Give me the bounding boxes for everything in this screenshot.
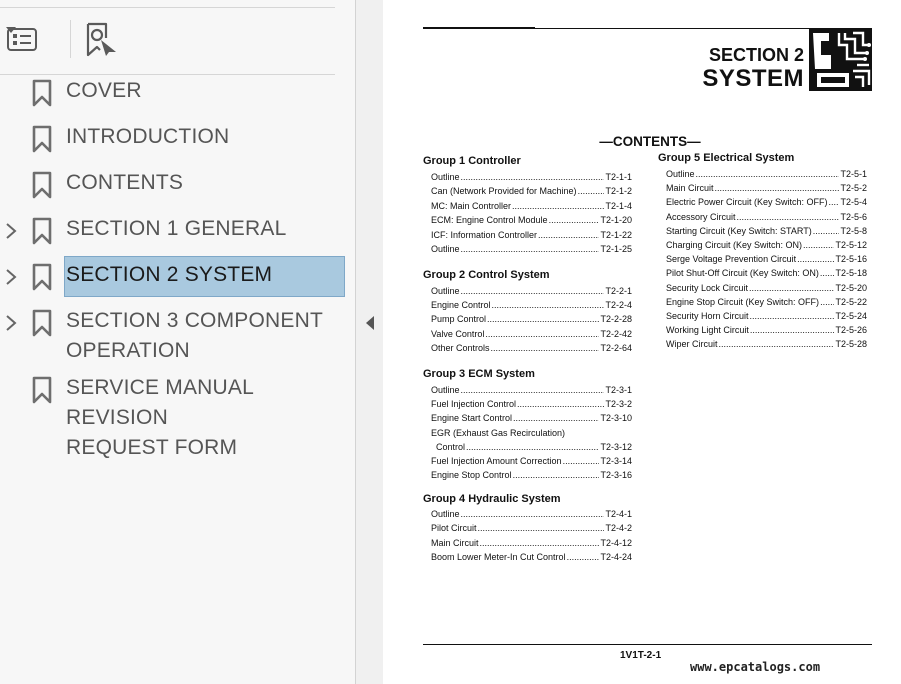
- toc-entry-title: MC: Main Controller: [431, 200, 512, 211]
- options-menu-button[interactable]: [6, 24, 58, 56]
- toc-entry-page: T2-3-10: [600, 413, 632, 424]
- toc-entry-page: T2-5-20: [835, 282, 867, 293]
- toc-entry-title: Engine Control: [431, 300, 491, 311]
- toc-entry-title: Wiper Circuit: [666, 339, 718, 350]
- toc-entry-title: Security Horn Circuit: [666, 311, 749, 321]
- toc-entry-page: T2-3-16: [600, 470, 632, 481]
- bookmark-label: SERVICE MANUAL REVISION REQUEST FORM: [66, 376, 254, 459]
- toc-leader-dots: [737, 211, 840, 223]
- toc-entry: [666, 296, 867, 308]
- toc-entry-page: T2-5-24: [835, 311, 867, 321]
- toc-entry: [431, 508, 632, 520]
- toc-entry: [431, 384, 632, 396]
- section-title: SYSTEM: [702, 65, 804, 92]
- toc-entry-page: T2-5-6: [840, 211, 867, 222]
- toc-leader-dots: [461, 285, 605, 297]
- toc-entry-title: Pilot Shut-Off Circuit (Key Switch: ON): [666, 268, 819, 279]
- bookmarks-toolbar: [0, 0, 355, 75]
- toc-entry-title: Engine Start Control: [431, 413, 513, 424]
- toc-entry-title: Outline: [431, 385, 460, 395]
- toc-entry-title: Electric Power Circuit (Key Switch: OFF): [666, 197, 828, 208]
- toc-leader-dots: [517, 398, 604, 410]
- toc-leader-dots: [696, 168, 840, 180]
- toc-entry-title: Other Controls: [431, 342, 490, 353]
- toc-leader-dots: [538, 229, 599, 241]
- toc-entry: [431, 328, 632, 340]
- toc-leader-dots: [466, 441, 599, 453]
- toc-leader-dots: [461, 243, 600, 255]
- toc-leader-dots: [461, 508, 605, 520]
- toc-entry-title: Main Circuit: [431, 537, 479, 548]
- toc-entry-title: Outline: [666, 169, 695, 179]
- toc-entry-page: T2-3-1: [605, 385, 632, 395]
- toc-entry: [666, 182, 867, 194]
- toc-entry: [431, 551, 632, 563]
- page-number: 1V1T-2-1: [620, 650, 662, 661]
- toc-entry-page: T2-1-25: [600, 244, 632, 254]
- toc-entry-page: T2-2-4: [605, 300, 632, 311]
- toc-entry-page: T2-1-22: [600, 229, 632, 240]
- bookmark-icon: [32, 376, 52, 404]
- toc-entry: [431, 537, 632, 549]
- toc-entry-page: T2-5-4: [840, 197, 867, 208]
- toc-entry: [431, 200, 632, 212]
- toc-leader-dots: [715, 182, 840, 194]
- toc-entry-page: T2-5-16: [835, 254, 867, 265]
- toc-leader-dots: [512, 200, 604, 212]
- toc-entry: [431, 185, 632, 197]
- chevron-right-icon[interactable]: [4, 268, 18, 286]
- toc-entry-title: Pilot Circuit: [431, 523, 477, 534]
- toc-entry-title: Engine Stop Circuit (Key Switch: OFF): [666, 296, 820, 307]
- bookmark-label: INTRODUCTION: [66, 125, 230, 148]
- bookmarks-panel: [0, 0, 355, 684]
- toc-leader-dots: [487, 313, 599, 325]
- toc-entry-title: Control: [436, 441, 466, 452]
- footer-rule: [423, 644, 872, 645]
- toc-entry-title: Engine Stop Control: [431, 470, 512, 481]
- toc-entry-page: T2-3-2: [605, 399, 632, 410]
- toc-entry-page: T2-4-2: [605, 523, 632, 534]
- toc-group-title: Group 4 Hydraulic System: [423, 493, 561, 505]
- toc-entry-title: Valve Control: [431, 328, 485, 339]
- toc-leader-dots: [492, 299, 605, 311]
- toc-entry-page: T2-2-1: [605, 286, 632, 296]
- toc-entry-page: T2-4-1: [605, 509, 632, 519]
- contents-heading: —CONTENTS—: [599, 134, 701, 149]
- toc-entry-title: Boom Lower Meter-In Cut Control: [431, 552, 566, 563]
- toc-leader-dots: [803, 239, 834, 251]
- toc-entry: [431, 243, 632, 255]
- toc-entry-page: T2-4-12: [600, 537, 632, 548]
- chevron-right-icon[interactable]: [4, 314, 18, 332]
- toc-leader-dots: [750, 324, 835, 336]
- toc-leader-dots: [578, 185, 605, 197]
- toc-entry-page: T2-3-14: [600, 456, 632, 466]
- toc-leader-dots: [513, 412, 599, 424]
- toc-entry: [431, 285, 632, 297]
- toc-entry-page: T2-5-18: [835, 268, 867, 279]
- toc-entry: [431, 522, 632, 534]
- bookmark-icon: [32, 79, 52, 107]
- toc-entry-page: T2-5-8: [840, 225, 867, 236]
- toc-entry: [666, 267, 867, 279]
- toc-entry-page: T2-1-20: [600, 215, 632, 226]
- toc-leader-dots: [491, 342, 600, 354]
- toc-entry: [431, 398, 632, 410]
- toc-group-title: Group 2 Control System: [423, 269, 550, 281]
- toolbar-vertical-divider: [70, 20, 71, 58]
- panel-collapse-strip: [356, 0, 383, 684]
- toc-entry-title: Main Circuit: [666, 183, 714, 194]
- toc-entry: [431, 214, 632, 226]
- toc-entry: [666, 196, 867, 208]
- toc-leader-dots: [513, 469, 600, 481]
- toc-entry: [431, 313, 632, 325]
- toc-entry-title: Security Lock Circuit: [666, 282, 749, 293]
- bookmark-icon: [32, 263, 52, 291]
- toc-entry-page: T2-5-1: [840, 169, 867, 179]
- bookmark-label: COVER: [66, 79, 142, 102]
- bookmark-label: SECTION 1 GENERAL: [66, 217, 287, 240]
- toc-entry: [666, 239, 867, 251]
- toc-entry: [666, 282, 867, 294]
- toc-entry: [431, 469, 632, 481]
- bookmark-item[interactable]: [0, 376, 355, 459]
- toc-entry-title: Fuel Injection Amount Correction: [431, 456, 562, 466]
- find-current-bookmark-button[interactable]: [84, 22, 120, 58]
- toc-entry-page: T2-5-28: [835, 339, 867, 350]
- toc-entry-title: Starting Circuit (Key Switch: START): [666, 225, 812, 236]
- bookmark-label: SECTION 2 SYSTEM: [66, 263, 273, 286]
- bookmark-label: CONTENTS: [66, 171, 184, 194]
- toc-entry-page: T2-5-22: [835, 296, 867, 307]
- toc-leader-dots: [480, 537, 600, 549]
- chevron-right-icon[interactable]: [4, 222, 18, 240]
- toolbar-bottom-divider: [0, 74, 335, 75]
- toc-entry-page: T2-4-24: [600, 552, 632, 563]
- toc-entry-page: T2-2-64: [600, 342, 632, 353]
- toc-leader-dots: [820, 267, 835, 279]
- toc-entry: [666, 310, 867, 322]
- toc-entry-title: Outline: [431, 509, 460, 519]
- toc-entry: [431, 342, 632, 354]
- toc-entry-title: Serge Voltage Prevention Circuit: [666, 254, 797, 265]
- toc-entry-page: T2-3-12: [600, 441, 632, 452]
- toc-entry-title: Working Light Circuit: [666, 325, 749, 336]
- toc-entry-title: ECM: Engine Control Module: [431, 215, 548, 226]
- find-bookmark-icon: [84, 22, 120, 58]
- section-system-logo-icon: [809, 29, 872, 91]
- toc-group-title: Group 3 ECM System: [423, 368, 535, 380]
- toc-group-title: Group 5 Electrical System: [658, 152, 795, 164]
- toc-entry-page: T2-5-26: [835, 325, 867, 336]
- toc-leader-dots: [719, 338, 835, 350]
- toc-entry-page: T2-5-2: [840, 183, 867, 194]
- section-header: [700, 44, 804, 92]
- toc-entry: [666, 225, 867, 237]
- toc-entry: [666, 168, 867, 180]
- toolbar-top-divider: [0, 7, 335, 8]
- bookmark-icon: [32, 171, 52, 199]
- toc-entry: [666, 211, 867, 223]
- toc-entry-title: ICF: Information Controller: [431, 229, 538, 240]
- toc-entry: [431, 412, 632, 424]
- toc-entry-page: T2-1-4: [605, 200, 632, 211]
- toc-entry-page: T2-2-42: [600, 328, 632, 339]
- toc-leader-dots: [549, 214, 600, 226]
- toc-entry-title: Outline: [431, 286, 460, 296]
- bookmark-icon: [32, 217, 52, 245]
- section-label: SECTION 2: [708, 45, 804, 65]
- toc-entry-page: T2-1-2: [605, 186, 632, 197]
- toc-entry: [666, 253, 867, 265]
- toc-group-title: Group 1 Controller: [423, 155, 521, 167]
- toc-leader-dots: [749, 282, 834, 294]
- toc-entry-title: Charging Circuit (Key Switch: ON): [666, 240, 803, 250]
- toc-entry-page: T2-2-28: [600, 314, 632, 325]
- chevron-down-icon: [6, 27, 16, 33]
- toc-entry: EGR (Exhaust Gas Recirculation): [431, 427, 566, 438]
- watermark-text: www.epcatalogs.com: [690, 660, 821, 674]
- toc-leader-dots: [563, 455, 600, 467]
- toc-entry: [666, 338, 867, 350]
- bookmark-icon: [32, 309, 52, 337]
- toc-leader-dots: [461, 384, 605, 396]
- toc-leader-dots: [750, 310, 835, 322]
- toc-leader-dots: [820, 296, 834, 308]
- toc-entry-title: Fuel Injection Control: [431, 399, 517, 410]
- toc-entry: [431, 455, 632, 467]
- bookmark-icon: [32, 125, 52, 153]
- toc-leader-dots: [567, 551, 600, 563]
- toc-leader-dots: [461, 171, 605, 183]
- toc-entry: [666, 324, 867, 336]
- toc-leader-dots: [829, 196, 840, 208]
- toc-entry: [431, 299, 632, 311]
- toc-entry-title: Can (Network Provided for Machine): [431, 186, 577, 197]
- bookmark-item[interactable]: [0, 309, 355, 379]
- toc-entry: [431, 229, 632, 241]
- header-rule: [423, 28, 872, 29]
- toc-entry-page: T2-1-1: [605, 172, 632, 182]
- toc-entry-page: T2-5-12: [835, 240, 867, 250]
- bookmark-label: SECTION 3 COMPONENT OPERATION: [66, 309, 323, 362]
- toc-entry-title: Outline: [431, 172, 460, 182]
- toc-entry: [436, 441, 632, 453]
- toc-leader-dots: [813, 225, 840, 237]
- toc-entry-title: Pump Control: [431, 314, 487, 325]
- toc-leader-dots: [797, 253, 834, 265]
- collapse-panel-arrow-icon[interactable]: [364, 314, 376, 332]
- toc-leader-dots: [485, 328, 599, 340]
- toc-leader-dots: [478, 522, 605, 534]
- toc-entry-title: Outline: [431, 244, 460, 254]
- toc-entry: [431, 171, 632, 183]
- toc-entry-title: Accessory Circuit: [666, 211, 736, 222]
